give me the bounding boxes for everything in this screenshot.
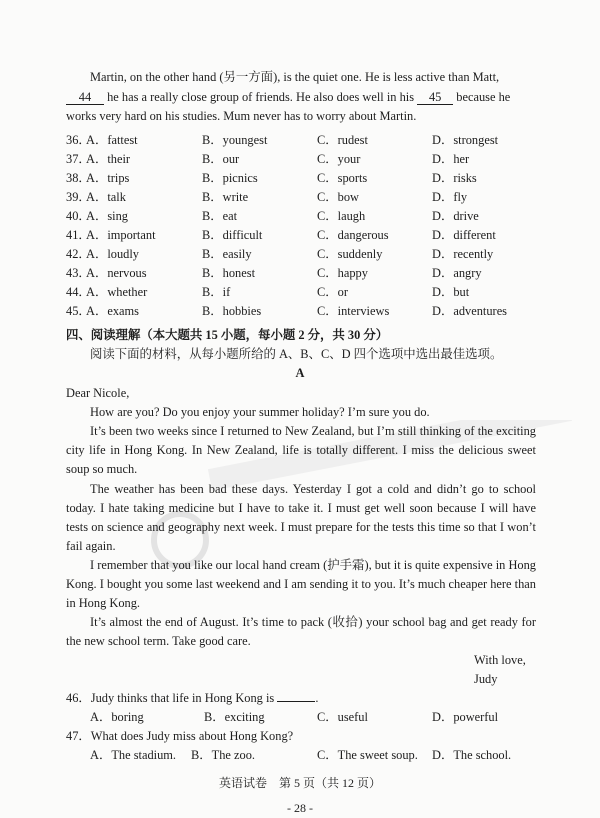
passage-line-3: works very hard on his studies. Mum never has to worry about Martin. (66, 109, 417, 123)
option-d: D．but (432, 285, 470, 299)
question-number: 43． (66, 266, 91, 280)
option-d: D．her (432, 152, 470, 166)
letter-paragraph-4: I remember that you like our local hand cream (护手霜), but it is quite expensive in Hong Kong. I bought you some last weekend and I am sending it to you. It’s much cheaper here than in Hong Kong. (66, 558, 536, 610)
passage-label: A (295, 366, 305, 380)
option-d: D．drive (432, 209, 479, 223)
question-number: 39． (66, 190, 91, 204)
option-c: C．happy (317, 266, 368, 280)
option-b: B．write (202, 190, 249, 204)
question-46-stem (66, 689, 318, 708)
option-a: A．sing (86, 209, 128, 223)
letter-paragraph-5: It’s almost the end of August. It’s time to pack (收拾) your school bag and get ready for the new school term. Take good care. (66, 615, 536, 648)
option-b: B．easily (202, 247, 252, 261)
question-number: 38． (66, 171, 91, 185)
option-b: B．The zoo. (191, 748, 256, 762)
passage-line-2 (66, 88, 510, 107)
answer-blank (277, 701, 315, 702)
letter-paragraph-2: It’s been two weeks since I returned to New Zealand, but I’m still thinking of the exciting city life in Hong Kong. In New Zealand, life is totally different. I miss the delicious sweet soup so much. (66, 424, 536, 476)
question-number: 45． (66, 304, 91, 318)
question-46-text: 46．Judy thinks that life in Hong Kong is (66, 691, 275, 705)
option-b: B．eat (202, 209, 238, 223)
option-a: A．trips (86, 171, 130, 185)
option-c: C．The sweet soup. (317, 748, 418, 762)
option-d: D．fly (432, 190, 468, 204)
option-b: B．youngest (202, 133, 268, 147)
question-number: 41． (66, 228, 91, 242)
footer-page-info: 英语试卷 第 5 页（共 12 页） (218, 776, 381, 790)
option-a: A．loudly (86, 247, 140, 261)
option-b: B．hobbies (202, 304, 262, 318)
option-b: B．if (202, 285, 231, 299)
option-d: D．angry (432, 266, 482, 280)
option-a: A．important (86, 228, 156, 242)
letter-signature: Judy (474, 672, 498, 686)
option-b: B．our (202, 152, 240, 166)
blank-44: 44 (66, 90, 104, 105)
option-c: C．interviews (317, 304, 390, 318)
option-c: C．dangerous (317, 228, 389, 242)
option-d: D．risks (432, 171, 477, 185)
question-number: 36． (66, 133, 91, 147)
section-heading: 四、阅读理解（本大题共 15 小题，每小题 2 分，共 30 分） (66, 328, 389, 342)
option-c: C．laugh (317, 209, 366, 223)
option-a: A．nervous (86, 266, 147, 280)
option-c: C．useful (317, 710, 368, 724)
question-46-period: . (315, 691, 319, 705)
letter-paragraph-1: How are you? Do you enjoy your summer holiday? I’m sure you do. (90, 405, 430, 419)
option-a: A．The stadium. (90, 748, 177, 762)
question-47-stem: 47．What does Judy miss about Hong Kong? (66, 729, 294, 743)
option-b: B．exciting (204, 710, 265, 724)
blank-45: 45 (417, 90, 453, 105)
footer-page-number: - 28 - (287, 801, 313, 815)
option-a: A．talk (86, 190, 126, 204)
question-number: 37． (66, 152, 91, 166)
option-a: A．exams (86, 304, 139, 318)
option-d: D．The school. (432, 748, 512, 762)
question-number: 44． (66, 285, 91, 299)
option-a: A．their (86, 152, 131, 166)
option-b: B．difficult (202, 228, 263, 242)
letter-paragraph-3: The weather has been bad these days. Yesterday I got a cold and didn’t go to school today. I hate taking medicine but I have to take it. I must get well soon because I will have tests on science and geography next week. I must prepare for the tests this time so that I won’t fail again. (66, 482, 536, 553)
option-d: D．strongest (432, 133, 499, 147)
option-d: D．adventures (432, 304, 508, 318)
letter-closing: With love, (474, 653, 526, 667)
option-c: C．rudest (317, 133, 368, 147)
section-instruction: 阅读下面的材料，从每小题所给的 A、B、C、D 四个选项中选出最佳选项。 (90, 347, 503, 361)
option-b: B．honest (202, 266, 256, 280)
question-number: 40． (66, 209, 91, 223)
passage-line-2-end: because he (456, 90, 511, 104)
option-a: A．fattest (86, 133, 138, 147)
option-d: D．powerful (432, 710, 499, 724)
option-c: C．or (317, 285, 348, 299)
option-c: C．suddenly (317, 247, 383, 261)
option-c: C．your (317, 152, 361, 166)
option-b: B．picnics (202, 171, 258, 185)
option-c: C．bow (317, 190, 359, 204)
letter-salutation: Dear Nicole, (66, 386, 130, 400)
option-a: A．whether (86, 285, 148, 299)
question-number: 42． (66, 247, 91, 261)
option-d: D．different (432, 228, 496, 242)
option-c: C．sports (317, 171, 368, 185)
option-d: D．recently (432, 247, 494, 261)
passage-line-2-mid: he has a really close group of friends. He also does well in his (107, 90, 415, 104)
passage-line-1: Martin, on the other hand (另一方面), is the quiet one. He is less active than Matt, (90, 70, 500, 84)
option-a: A．boring (90, 710, 144, 724)
